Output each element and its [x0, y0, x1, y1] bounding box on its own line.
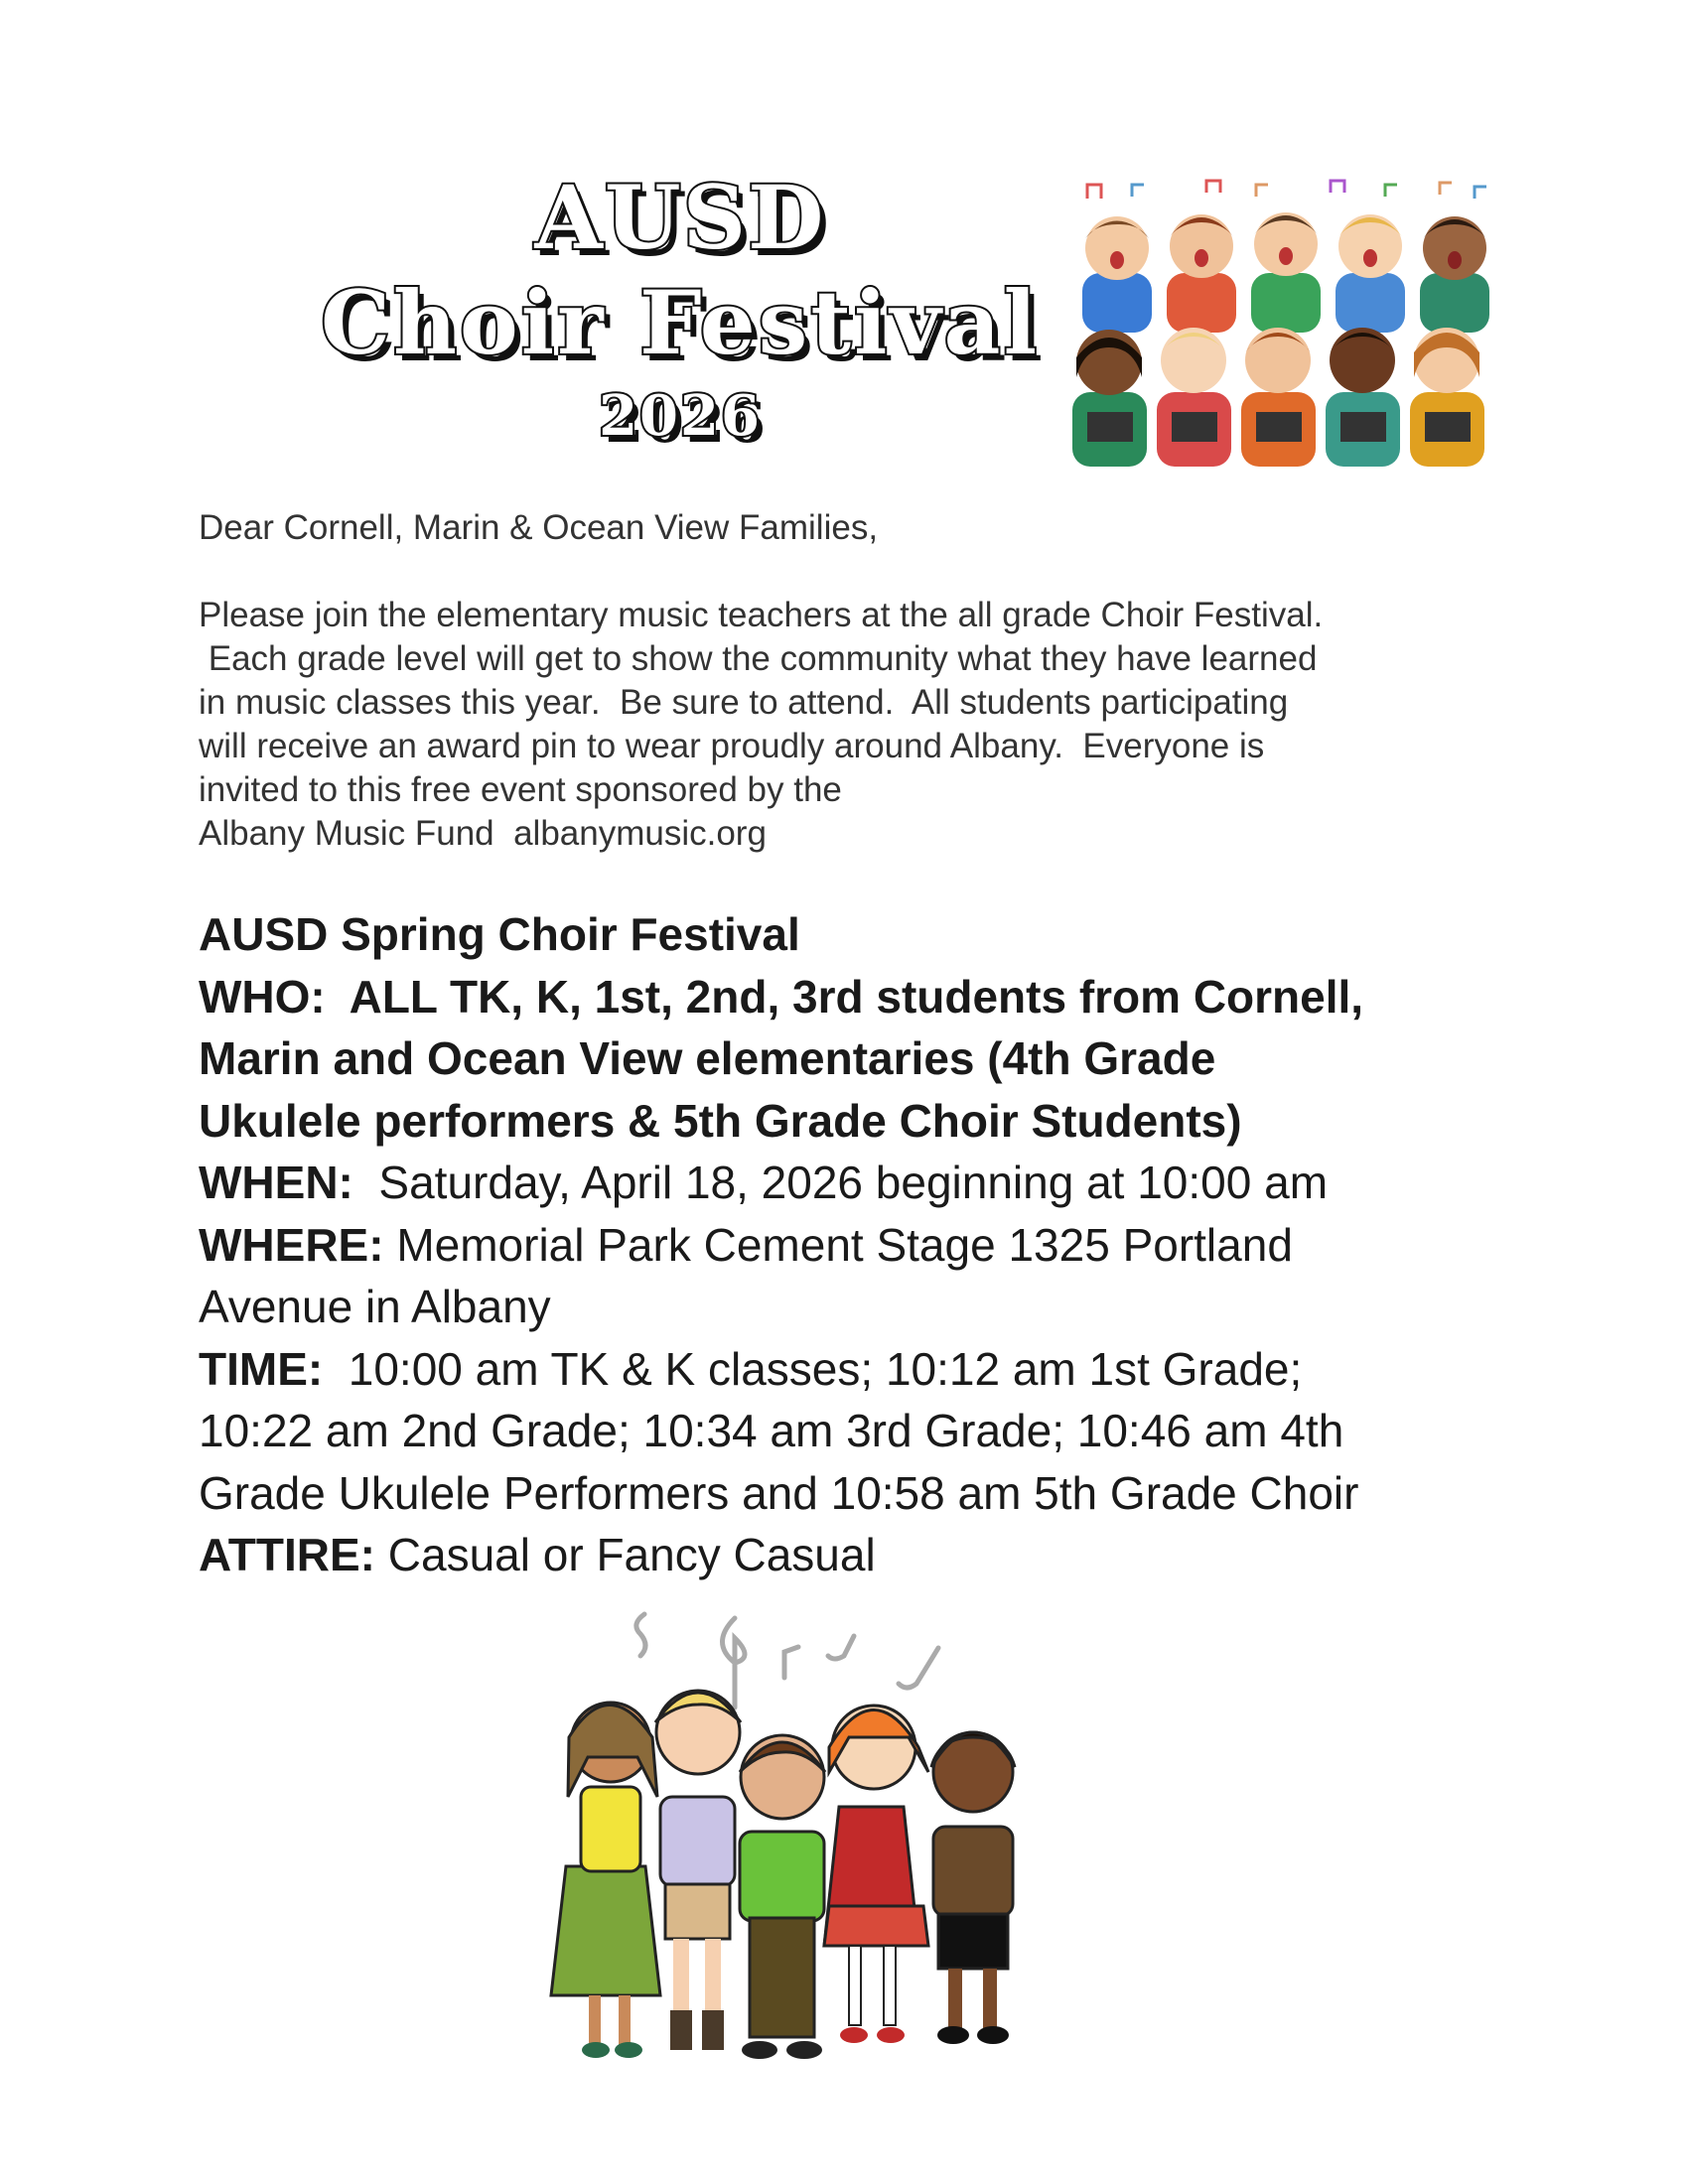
title-line-3: 2026 [599, 383, 762, 449]
time-label: TIME: [199, 1342, 324, 1395]
where-value: Memorial Park Cement Stage 1325 Portland [383, 1218, 1293, 1271]
title-line-1: AUSD [534, 166, 826, 269]
letter-greeting: Dear Cornell, Marin & Ocean View Families, [199, 508, 879, 547]
attire-value: Casual or Fancy Casual [375, 1529, 876, 1580]
letter-body [199, 594, 1489, 856]
when-value: Saturday, April 18, 2026 beginning at 10:00 am [352, 1157, 1329, 1208]
attire-label: ATTIRE: [199, 1529, 376, 1580]
kid-4 [824, 1706, 928, 2043]
letter-line: Please join the elementary music teachers at the all grade Choir Festival. [199, 596, 1324, 634]
choir-children-illustration [1057, 179, 1504, 477]
where-label: WHERE: [199, 1218, 384, 1271]
time-value: 10:22 am 2nd Grade; 10:34 am 3rd Grade; 10:46 am 4th [199, 1405, 1344, 1456]
who-value: Ukulele performers & 5th Grade Choir Students) [199, 1094, 1242, 1147]
time-value: Grade Ukulele Performers and 10:58 am 5th Grade Choir [199, 1466, 1359, 1519]
time-value: 10:00 am TK & K classes; 10:12 am 1st Grade; [323, 1342, 1303, 1395]
letter-line: Each grade level will get to show the community what they have learned [199, 639, 1318, 678]
kid-5 [931, 1732, 1015, 2044]
letter-line: will receive an award pin to wear proudly around Albany. Everyone is [199, 727, 1265, 765]
details-heading: AUSD Spring Choir Festival [199, 908, 800, 960]
letter-line: in music classes this year. Be sure to attend. All students participating [199, 683, 1289, 722]
where-value: Avenue in Albany [199, 1281, 551, 1332]
kid-2 [655, 1691, 741, 2050]
who-label: WHO: [199, 970, 326, 1023]
letter-line: Albany Music Fund albanymusic.org [199, 814, 767, 853]
who-value: Marin and Ocean View elementaries (4th Grade [199, 1032, 1216, 1084]
event-details [199, 903, 1509, 1586]
festival-title [288, 166, 1072, 449]
when-label: WHEN: [199, 1157, 353, 1208]
title-line-2: Choir Festival [321, 271, 1040, 374]
letter-line: invited to this free event sponsored by the [199, 770, 842, 809]
kid-3 [740, 1735, 825, 2059]
singing-kids-illustration [541, 1598, 1067, 2075]
kid-1 [551, 1703, 660, 2058]
who-value: ALL TK, K, 1st, 2nd, 3rd students from Cornell, [325, 970, 1364, 1023]
